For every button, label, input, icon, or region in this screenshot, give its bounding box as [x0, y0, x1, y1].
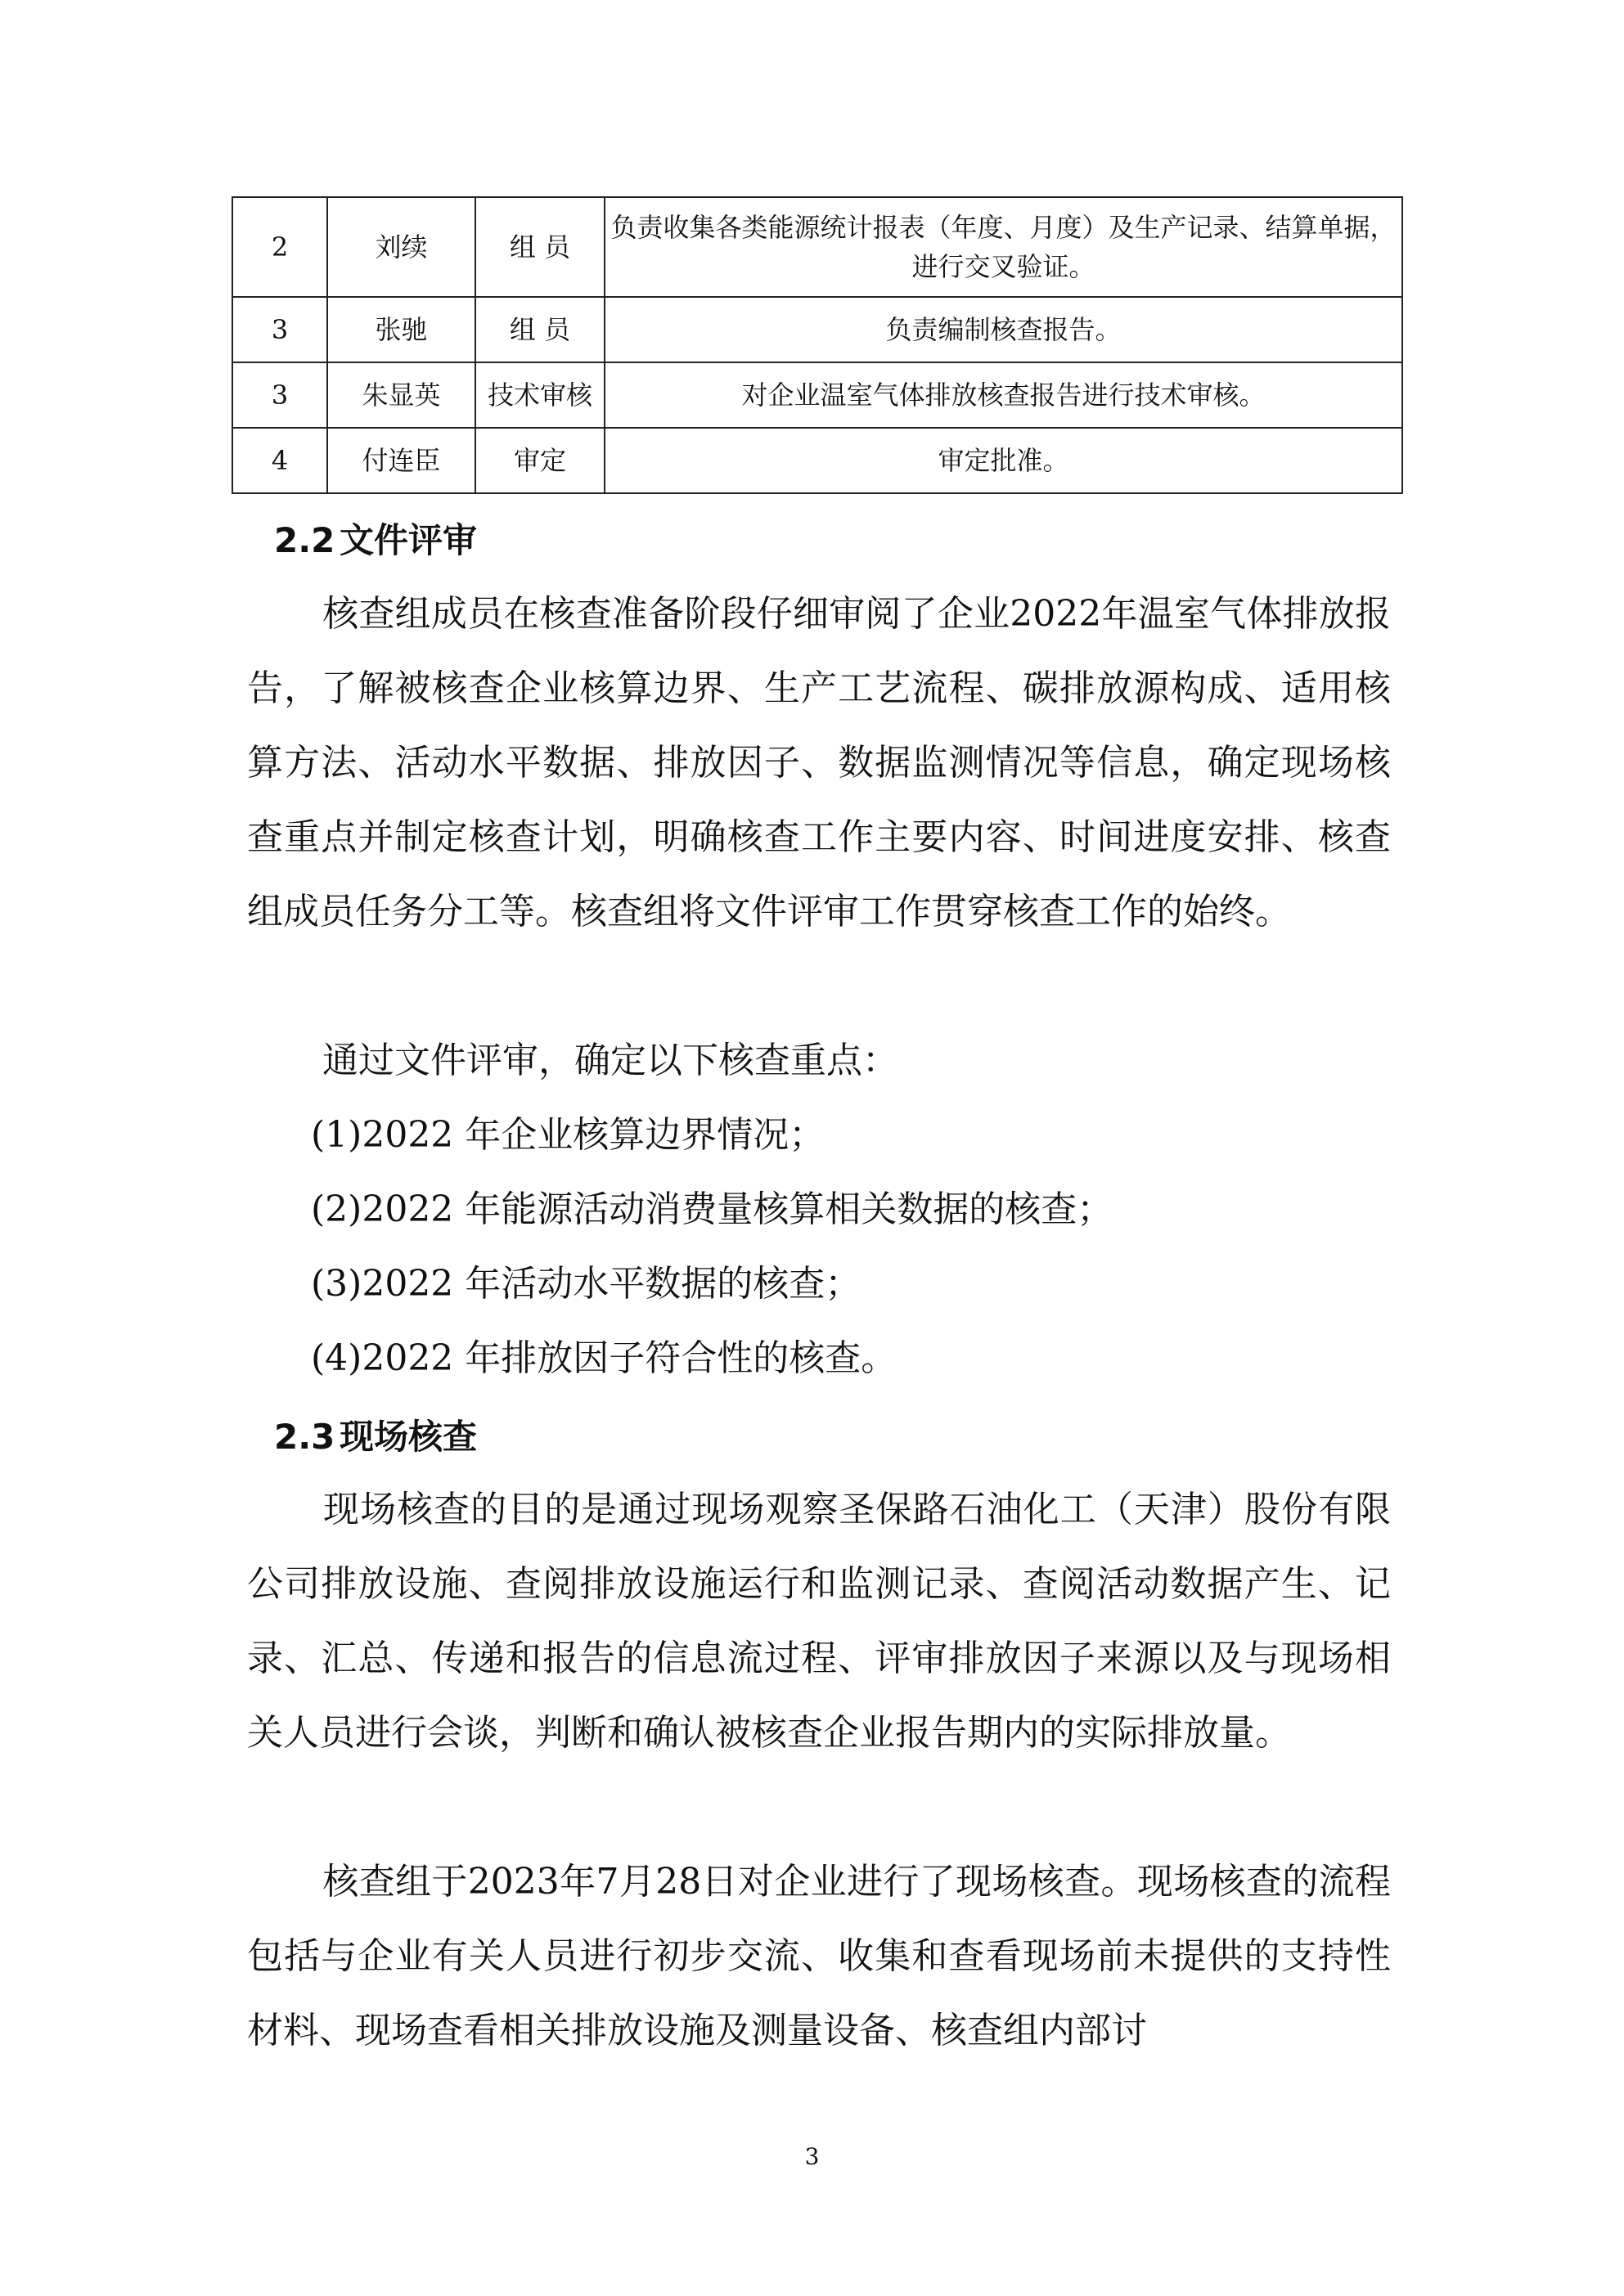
- table-row: [232, 362, 1402, 428]
- table-row: [232, 197, 1402, 297]
- section-number: 2.3: [274, 1417, 335, 1457]
- member-role: 审定: [475, 428, 605, 493]
- paragraph-onsite-purpose: 现场核查的目的是通过现场观察圣保路石油化工（天津）股份有限公司排放设施、查阅排放设施运行和监测记录、查阅活动数据产生、记录、汇总、传递和报告的信息流过程、评审排放因子来源以及与现场相关人员进行会谈，判断和确认被核查企业报告期内的实际排放量。: [247, 1489, 1391, 1754]
- member-name: 付连臣: [327, 428, 475, 493]
- section-heading-2-2: [274, 514, 477, 563]
- member-name: 朱显英: [327, 362, 475, 428]
- paragraph-review-focus-intro: 通过文件评审，确定以下核查重点：: [322, 1040, 898, 1081]
- member-role: 组 员: [475, 297, 605, 362]
- paragraph-onsite-process: 核查组于2023年7月28日对企业进行了现场核查。现场核查的流程包括与企业有关人员进行初步交流、收集和查看现场前未提供的支持性材料、现场查看相关排放设施及测量设备、核查组内部讨: [247, 1861, 1391, 2051]
- list-item: (4)2022 年排放因子符合性的核查。: [311, 1337, 897, 1379]
- member-name: 张驰: [327, 297, 475, 362]
- section-number: 2.2: [274, 520, 335, 560]
- list-item: (2)2022 年能源活动消费量核算相关数据的核查；: [311, 1188, 1113, 1230]
- member-duty: 对企业温室气体排放核查报告进行技术审核。: [605, 362, 1402, 428]
- row-number: 4: [232, 428, 327, 493]
- list-item: (3)2022 年活动水平数据的核查；: [311, 1263, 861, 1305]
- table-row: [232, 428, 1402, 493]
- row-number: 2: [232, 197, 327, 297]
- member-name: 刘续: [327, 197, 475, 297]
- section-heading-2-3: [274, 1410, 477, 1459]
- member-duty: 审定批准。: [605, 428, 1402, 493]
- list-item: (1)2022 年企业核算边界情况；: [311, 1114, 825, 1156]
- member-role: 组 员: [475, 197, 605, 297]
- table-row: [232, 297, 1402, 362]
- section-title: 现场核查: [340, 1417, 478, 1457]
- review-focus-list: [311, 1098, 1113, 1395]
- section-title: 文件评审: [340, 520, 478, 560]
- row-number: 3: [232, 362, 327, 428]
- member-duty: 负责编制核查报告。: [605, 297, 1402, 362]
- paragraph-document-review: 核查组成员在核查准备阶段仔细审阅了企业2022年温室气体排放报告，了解被核查企业核算边界、生产工艺流程、碳排放源构成、适用核算方法、活动水平数据、排放因子、数据监测情况等信息，确定现场核查重点并制定核查计划，明确核查工作主要内容、时间进度安排、核查组成员任务分工等。核查组将文件评审工作贯穿核查工作的始终。: [247, 593, 1391, 932]
- member-duty: 负责收集各类能源统计报表（年度、月度）及生产记录、结算单据，进行交叉验证。: [605, 197, 1402, 297]
- member-role: 技术审核: [475, 362, 605, 428]
- row-number: 3: [232, 297, 327, 362]
- team-table: [232, 196, 1403, 494]
- page-number: 3: [804, 2143, 820, 2170]
